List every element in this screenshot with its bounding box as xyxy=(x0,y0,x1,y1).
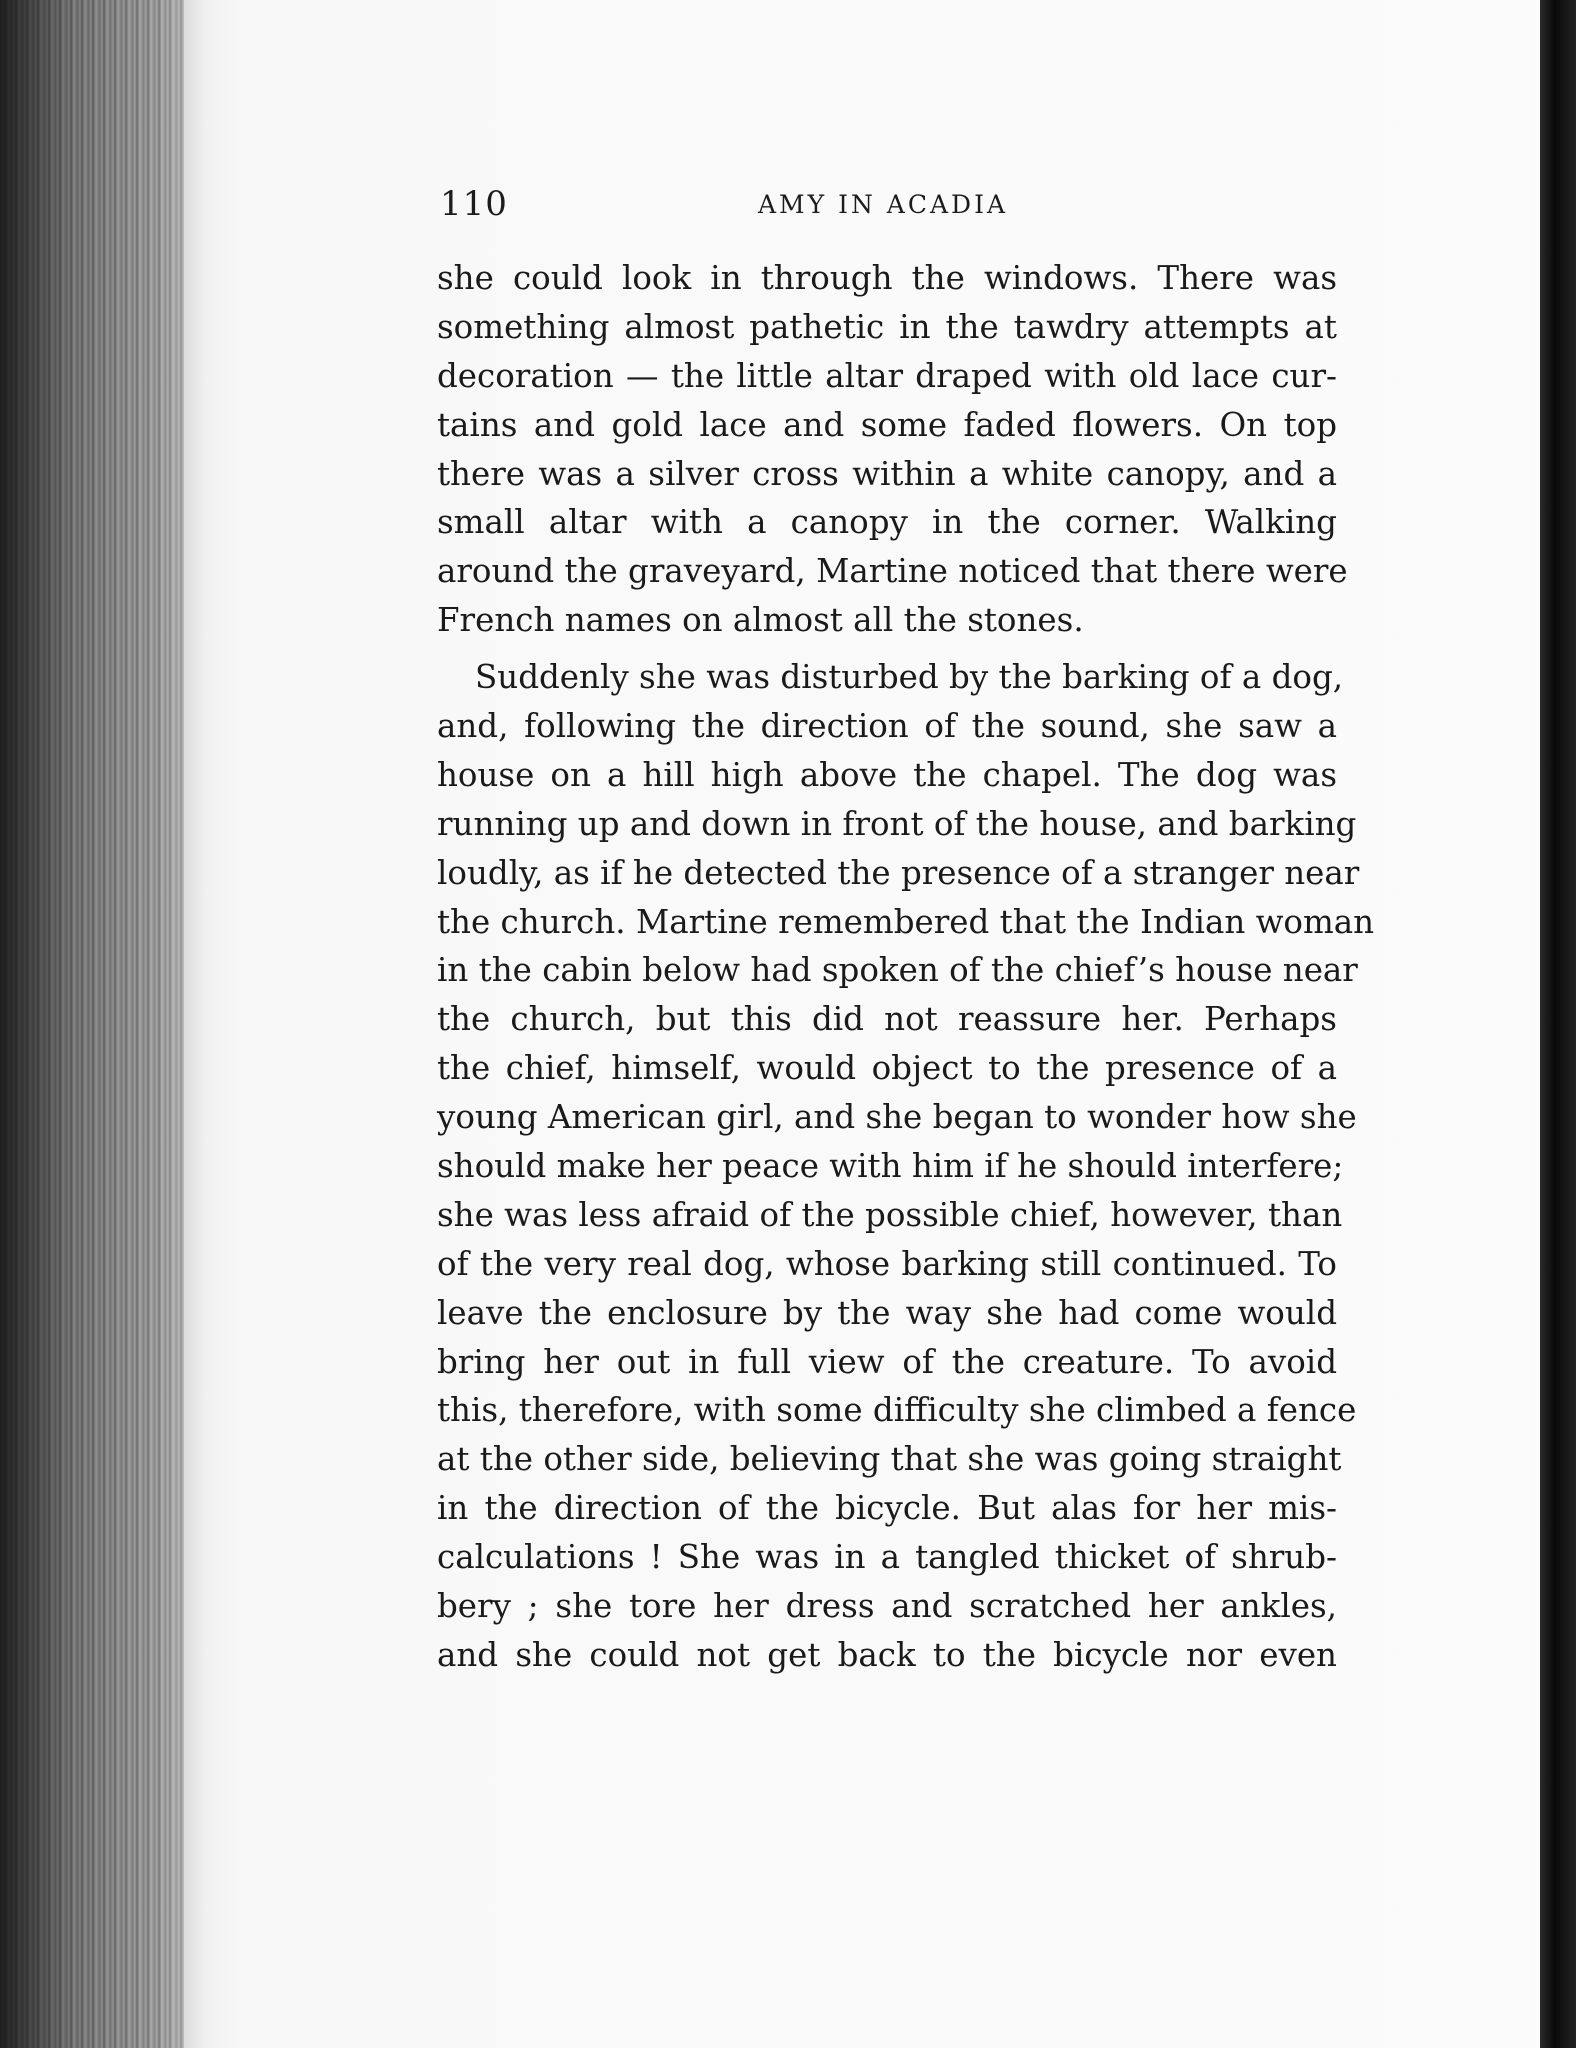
paragraph xyxy=(437,653,1375,1680)
text-line: loudly, as if he detected the presence of a stranger near xyxy=(437,853,1360,892)
text-line: Suddenly she was disturbed by the barking of a dog, xyxy=(475,658,1344,697)
text-line: house on a hill high above the chapel. The dog was xyxy=(437,755,1337,794)
text-line: this, therefore, with some difficulty she climbed a fence xyxy=(437,1391,1357,1430)
text-line: she could look in through the windows. There was xyxy=(437,259,1337,297)
body-text xyxy=(437,254,1375,1680)
paragraph xyxy=(437,254,1348,645)
book-page-edges xyxy=(0,0,200,2048)
text-line: there was a silver cross within a white canopy, and a xyxy=(437,454,1337,493)
text-line: at the other side, believing that she was going straight xyxy=(437,1440,1342,1479)
running-head: AMY IN ACADIA xyxy=(758,190,1009,219)
text-line: of the very real dog, whose barking still continued. To xyxy=(437,1244,1337,1283)
text-line: calculations ! She was in a tangled thicket of shrub- xyxy=(437,1538,1337,1577)
text-line: French names on almost all the stones. xyxy=(437,601,1084,640)
text-line: and she could not get back to the bicycle nor even xyxy=(437,1635,1337,1674)
text-line: around the graveyard, Martine noticed that there were xyxy=(437,552,1348,591)
text-line: the chief, himself, would object to the presence of a xyxy=(437,1049,1337,1088)
text-line: something almost pathetic in the tawdry attempts at xyxy=(437,307,1337,346)
text-line: should make her peace with him if he should interfere; xyxy=(437,1147,1344,1186)
text-line: running up and down in front of the house, and barking xyxy=(437,804,1357,843)
text-line: young American girl, and she began to wonder how she xyxy=(437,1098,1357,1137)
text-line: small altar with a canopy in the corner. Walking xyxy=(437,503,1337,542)
facing-page-edge xyxy=(1540,0,1576,2048)
text-line: the church, but this did not reassure her. Perhaps xyxy=(437,1000,1337,1039)
page-header xyxy=(440,184,1340,234)
text-line: in the direction of the bicycle. But alas for her mis- xyxy=(437,1489,1337,1528)
text-line: bring her out in full view of the creature. To avoid xyxy=(437,1342,1337,1381)
text-line: decoration — the little altar draped with old lace cur- xyxy=(437,356,1337,395)
text-line: she was less afraid of the possible chief, however, than xyxy=(437,1195,1343,1234)
text-line: tains and gold lace and some faded flowers. On top xyxy=(437,405,1337,444)
text-line: bery ; she tore her dress and scratched her ankles, xyxy=(437,1587,1337,1626)
text-line: and, following the direction of the sound, she saw a xyxy=(437,707,1337,746)
page-number: 110 xyxy=(440,184,508,224)
text-line: the church. Martine remembered that the Indian woman xyxy=(437,902,1375,941)
text-line: leave the enclosure by the way she had come would xyxy=(437,1293,1337,1332)
text-line: in the cabin below had spoken of the chief’s house near xyxy=(437,951,1358,990)
